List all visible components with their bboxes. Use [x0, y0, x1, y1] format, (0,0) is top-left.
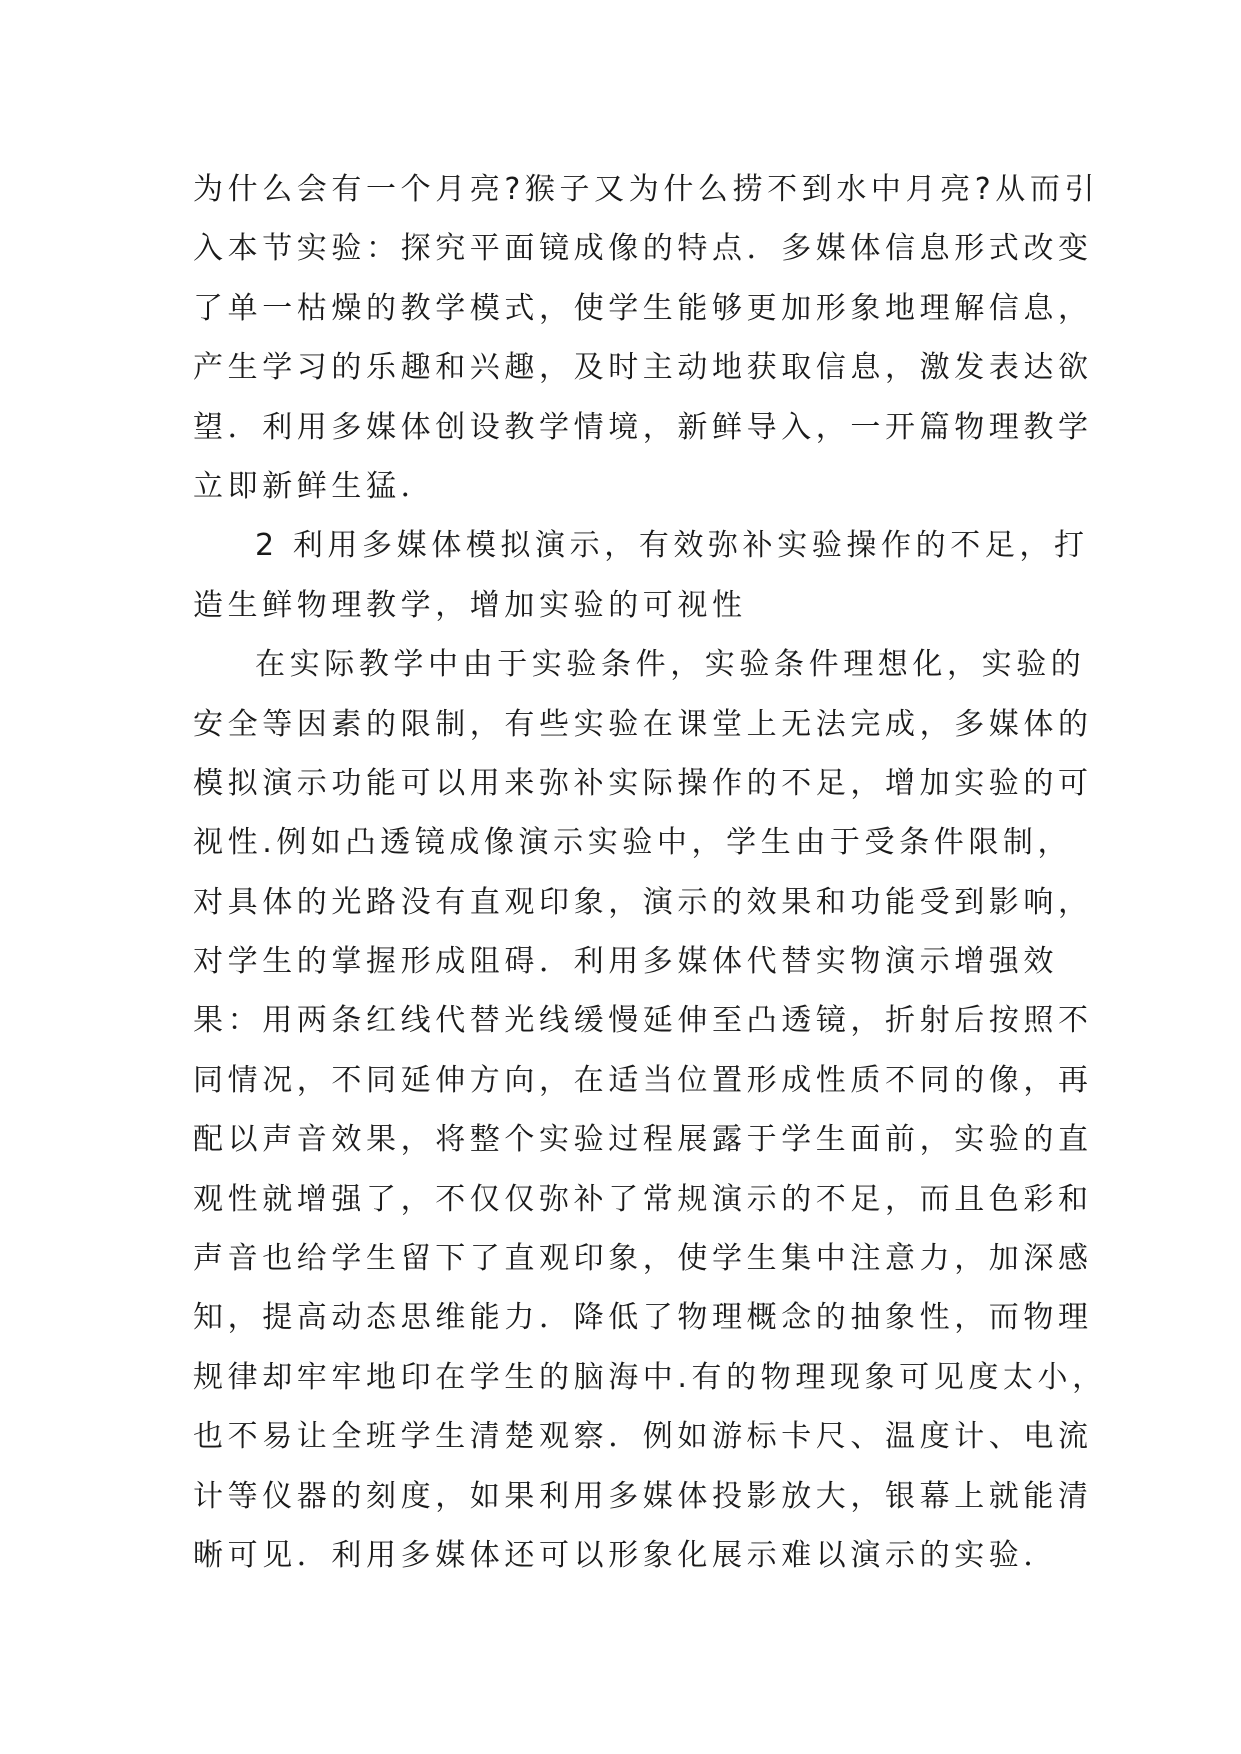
text-line: 观性就增强了，不仅仅弥补了常规演示的不足，而且色彩和 [193, 1181, 1093, 1217]
text-line: 在实际教学中由于实验条件，实验条件理想化，实验的 [255, 647, 1086, 683]
text-line: 对学生的掌握形成阻碍．利用多媒体代替实物演示增强效 [193, 944, 1058, 980]
text-line: 声音也给学生留下了直观印象，使学生集中注意力，加深感 [193, 1241, 1093, 1277]
text-line: 安全等因素的限制，有些实验在课堂上无法完成，多媒体的 [193, 706, 1093, 742]
text-line: 知，提高动态思维能力．降低了物理概念的抽象性，而物理 [193, 1300, 1093, 1336]
text-line: 产生学习的乐趣和兴趣，及时主动地获取信息，激发表达欲 [193, 350, 1093, 386]
text-line: 计等仪器的刻度，如果利用多媒体投影放大，银幕上就能清 [193, 1478, 1093, 1514]
text-line: 立即新鲜生猛． [193, 468, 436, 504]
text-line: 为什么会有一个月亮?猴子又为什么捞不到水中月亮?从而引 [193, 172, 1100, 207]
text-line: 对具体的光路没有直观印象，演示的效果和功能受到影响， [193, 884, 1093, 920]
text-line: 配以声音效果，将整个实验过程展露于学生面前，实验的直 [193, 1122, 1093, 1158]
text-line: 模拟演示功能可以用来弥补实际操作的不足，增加实验的可 [193, 765, 1093, 801]
text-line: 也不易让全班学生清楚观察．例如游标卡尺、温度计、电流 [193, 1419, 1093, 1455]
section-heading-line: 造生鲜物理教学，增加实验的可视性 [193, 587, 747, 623]
text-line: 望．利用多媒体创设教学情境，新鲜导入，一开篇物理教学 [193, 409, 1093, 445]
section-heading-line: 2 利用多媒体模拟演示，有效弥补实验操作的不足，打 [255, 528, 1089, 564]
text-line: 果：用两条红线代替光线缓慢延伸至凸透镜，折射后按照不 [193, 1003, 1093, 1039]
text-line: 入本节实验：探究平面镜成像的特点．多媒体信息形式改变 [193, 231, 1093, 267]
text-line: 同情况，不同延伸方向，在适当位置形成性质不同的像，再 [193, 1062, 1093, 1098]
text-line: 了单一枯燥的教学模式，使学生能够更加形象地理解信息， [193, 290, 1093, 326]
text-line: 规律却牢牢地印在学生的脑海中.有的物理现象可见度太小， [193, 1359, 1107, 1395]
text-line: 视性.例如凸透镜成像演示实验中，学生由于受条件限制， [193, 825, 1073, 861]
body-text [193, 160, 1107, 1585]
text-line: 晰可见．利用多媒体还可以形象化展示难以演示的实验． [193, 1537, 1058, 1573]
